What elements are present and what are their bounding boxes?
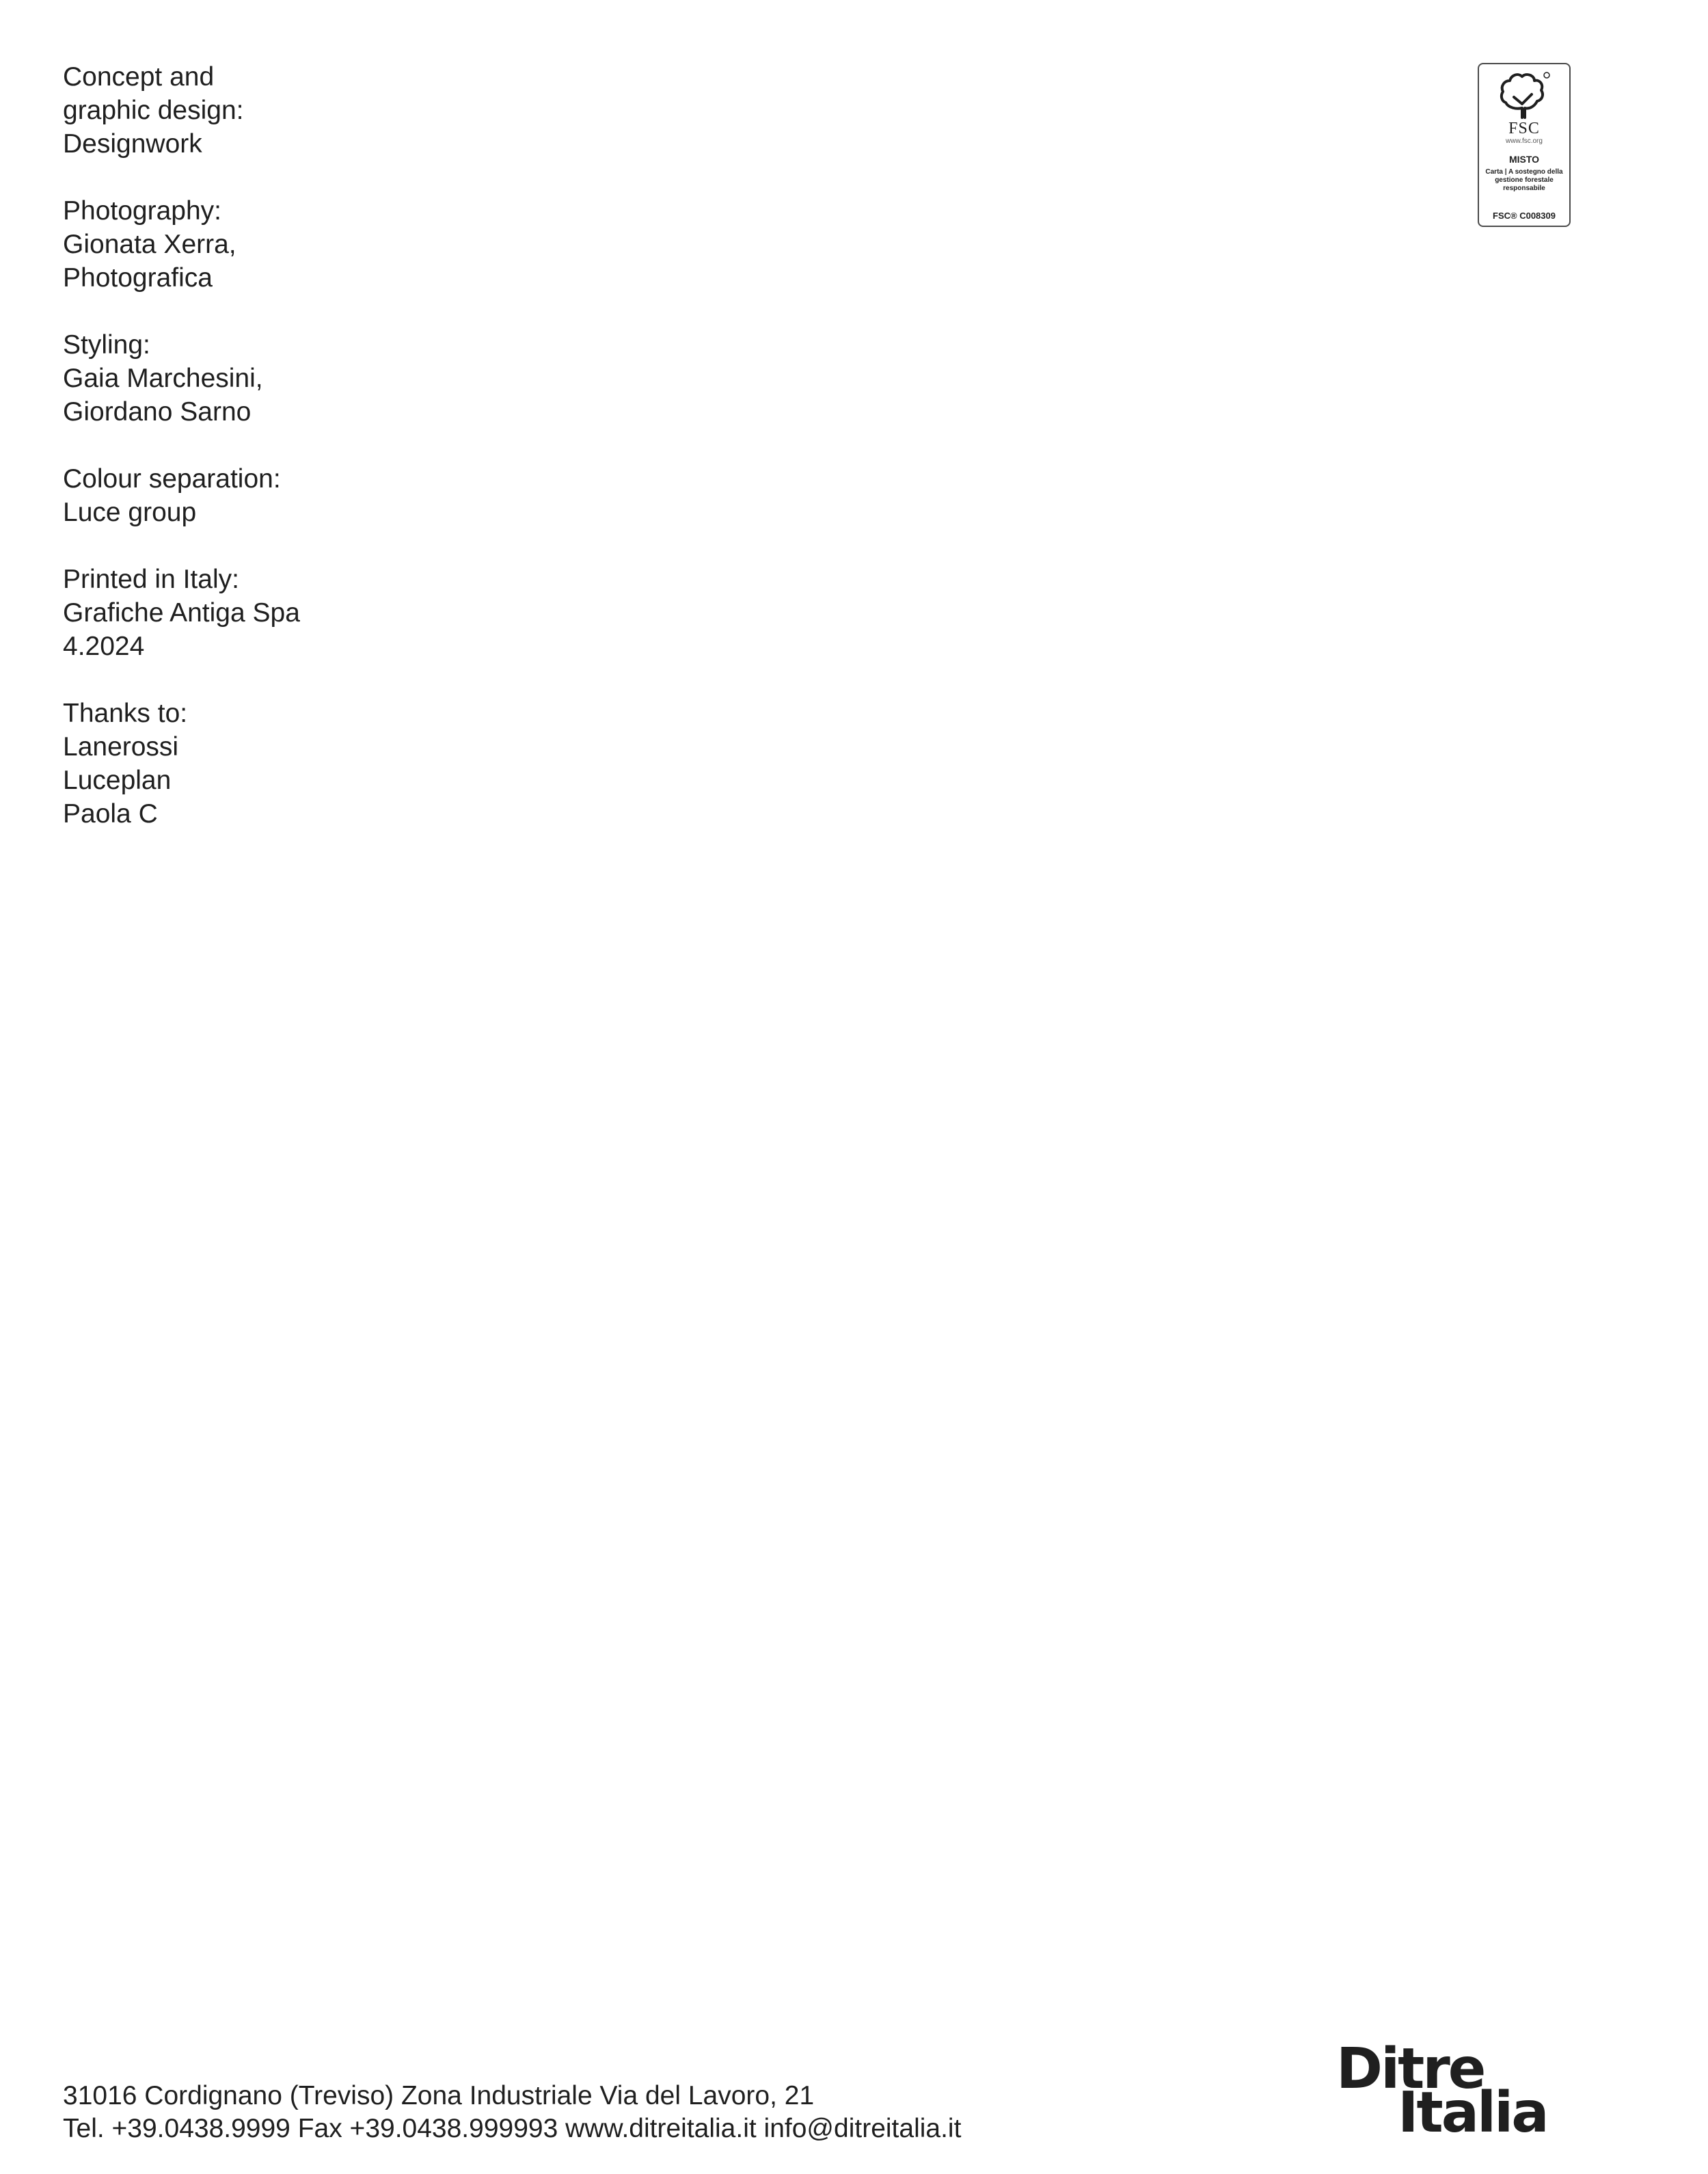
credit-heading: graphic design: [63, 96, 244, 125]
credit-date: 4.2024 [63, 632, 145, 661]
credit-heading: Concept and [63, 62, 215, 92]
credit-photography [63, 194, 610, 295]
fsc-license-code: FSC® C008309 [1493, 211, 1556, 221]
credit-printing [63, 563, 610, 663]
company-contact-footer [63, 2080, 961, 2145]
ditre-italia-logo [1336, 2037, 1569, 2145]
credit-heading: Printed in Italy: [63, 565, 239, 594]
credit-heading: Photography: [63, 196, 222, 226]
credits [63, 60, 610, 864]
fsc-url: www.fsc.org [1506, 137, 1543, 145]
credit-name: Gionata Xerra, [63, 230, 236, 259]
credit-name: Designwork [63, 129, 202, 159]
credit-name: Giordano Sarno [63, 397, 252, 427]
fsc-name: FSC [1508, 120, 1540, 137]
credit-heading: Thanks to: [63, 699, 188, 728]
credit-styling [63, 328, 610, 429]
logo-word-italia: Italia [1398, 2080, 1547, 2145]
credit-name: Lanerossi [63, 732, 179, 762]
credit-name: Grafiche Antiga Spa [63, 598, 300, 628]
company-contacts: Tel. +39.0438.9999 Fax +39.0438.999993 www.ditreitalia.it info@ditreitalia.it [63, 2114, 962, 2143]
credit-heading: Colour separation: [63, 464, 281, 494]
credit-concept-design [63, 60, 610, 161]
fsc-claim: Carta | A sostegno della gestione forestale responsabile [1485, 168, 1563, 192]
credit-name: Gaia Marchesini, [63, 364, 263, 393]
credit-name: Luce group [63, 498, 197, 527]
fsc-certification-badge [1478, 63, 1571, 227]
credit-name: Paola C [63, 799, 158, 829]
credit-thanks [63, 697, 610, 831]
logo-word-ditre: Ditre [1336, 2037, 1485, 2102]
credit-colour-separation [63, 462, 610, 529]
fsc-label-type: MISTO [1508, 154, 1540, 165]
credit-name: Photografica [63, 263, 213, 293]
credit-heading: Styling: [63, 330, 150, 360]
fsc-tree-icon [1496, 70, 1552, 120]
credit-name: Luceplan [63, 766, 172, 795]
company-address: 31016 Cordignano (Treviso) Zona Industriale Via del Lavoro, 21 [63, 2081, 815, 2110]
